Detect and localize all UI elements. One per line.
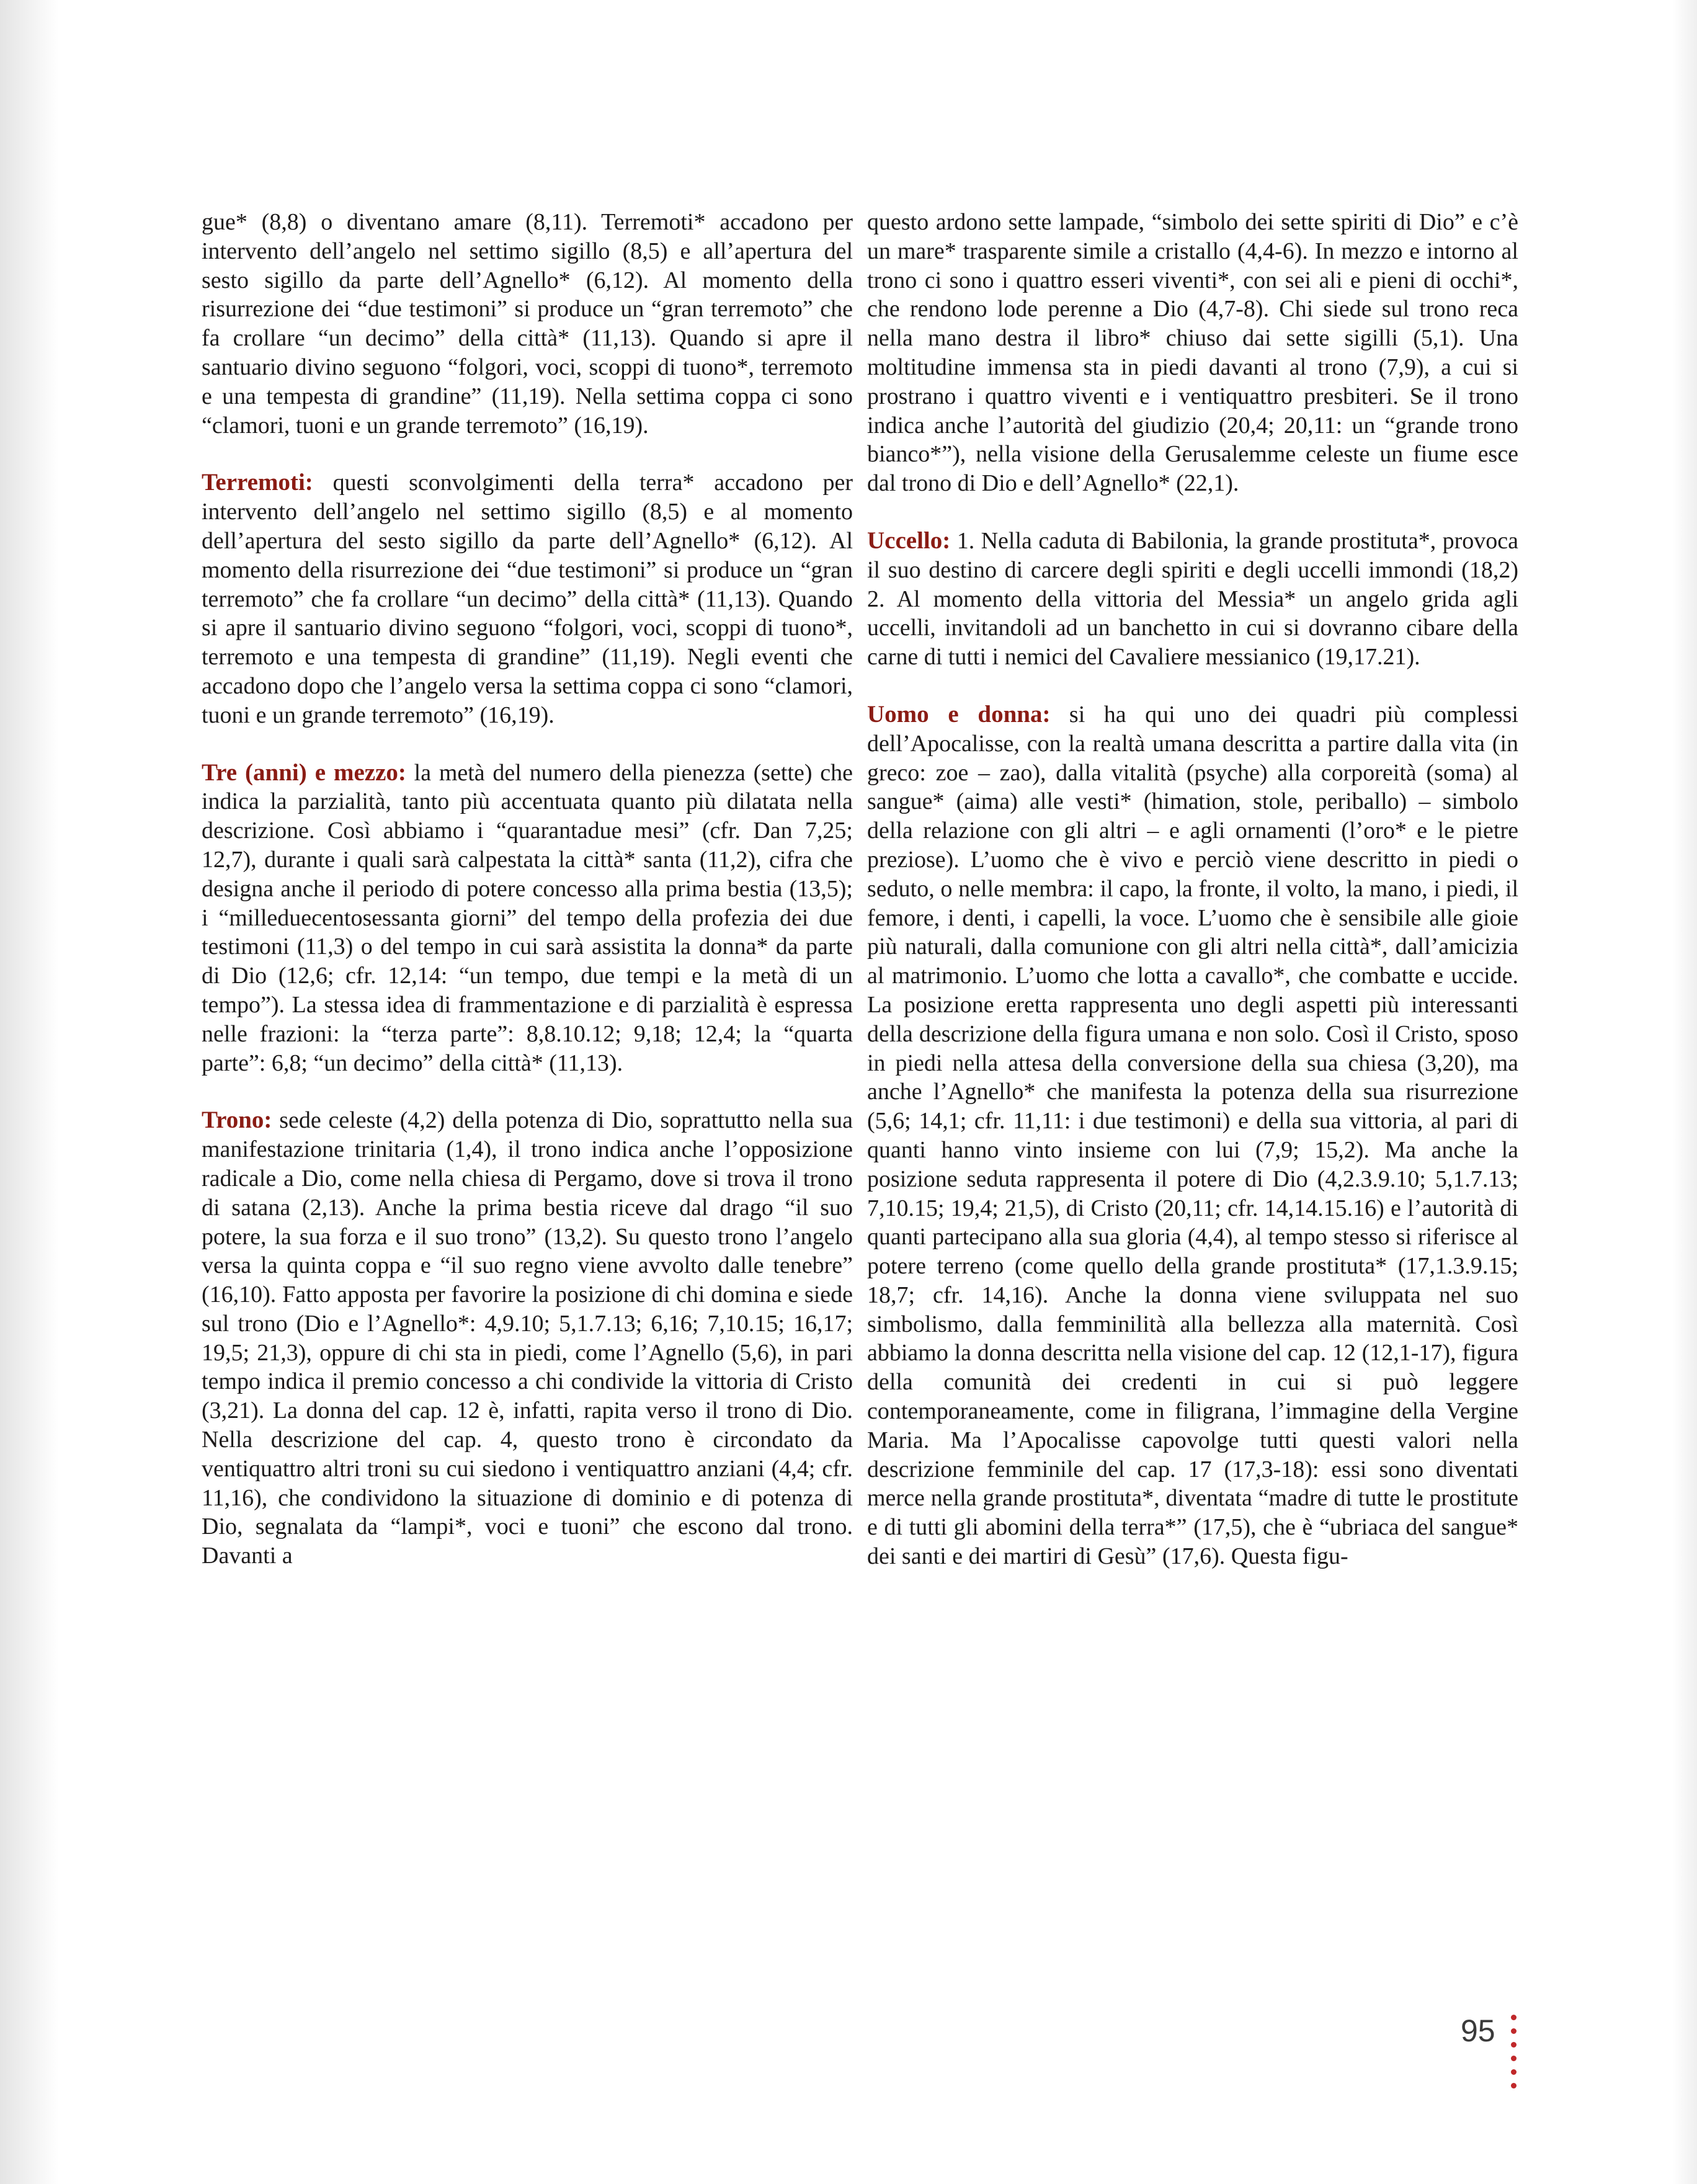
decor-dot	[1511, 2056, 1517, 2061]
entry-text: 1. Nella caduta di Babilonia, la grande prostituta*, provoca il suo destino di carcere degli spiriti e degli uccelli immondi (18,2) 2. Al momento della vittoria del Messia* un angelo grida agli uccelli, invitandoli ad un banchetto in cui si dovranno cibare della carne di tutti i nemici del Cavaliere messianico (19,17.21).	[867, 527, 1518, 671]
entry-term: Tre (anni) e mezzo:	[202, 759, 406, 786]
entry-term: Terremoti:	[202, 469, 313, 496]
entry-trono	[202, 1106, 853, 1571]
decor-dot	[1511, 2028, 1517, 2034]
decor-dot	[1511, 2083, 1517, 2088]
left-column	[202, 208, 853, 1599]
right-intro-paragraph: questo ardono sette lampade, “simbolo dei sette spiriti di Dio” e c’è un mare* trasparente simile a cristallo (4,4-6). In mezzo e intorno al trono ci sono i quattro esseri viventi*, con sei ali e pieni di occhi*, che rendono lode perenne a Dio (4,7-8). Chi siede sul trono reca nella mano destra il libro* chiuso dai sette sigilli (5,1). Una moltitudine immensa sta in piedi davanti al trono (7,9), a cui si prostrano i quattro viventi e i ventiquattro presbiteri. Se il trono indica anche l’autorità del giudizio (20,4; 20,11: un “grande trono bianco*”), nella visione della Gerusalemme celeste un fiume esce dal trono di Dio e dell’Agnello* (22,1).	[867, 209, 1518, 497]
page-edge	[1672, 0, 1697, 2184]
entry-uccello	[867, 527, 1518, 672]
entry-text: questi sconvolgimenti della terra* accadono per intervento dell’angelo nel settimo sigillo (8,5) e al momento dell’apertura del sesto sigillo da parte dell’Agnello* (6,12). Al momento della risurrezione dei “due testimoni” si produce un “gran terremoto” che fa crollare “un decimo” della città* (11,13). Quando si apre il santuario divino seguono “folgori, voci, scoppi di tuono*, terremoto e una tempesta di grandine” (11,19). Negli eventi che accadono dopo che l’angelo versa la settima coppa ci sono “clamori, tuoni e un grande terremoto” (16,19).	[202, 470, 853, 728]
entry-text: si ha qui uno dei quadri più complessi dell’Apocalisse, con la realtà umana descritta a partire dalla vita (in greco: zoe – zao), dalla vitalità (psyche) alla corporeità (soma) al sangue* (aima) alle vesti* (himation, stole, periballo) – simbolo della relazione con gli altri – e agli ornamenti (l’oro* e le pietre preziose). L’uomo che è vivo e perciò viene descritto in piedi o seduto, o nelle membra: il capo, la fronte, il volto, la mano, i piedi, il femore, i denti, i capelli, la voce. L’uomo che è sensibile alle gioie più naturali, dalla comunione con gli altri nella città*, dall’amicizia al matrimonio. L’uomo che lotta a cavallo*, che combatte e uccide. La posizione eretta rappresenta uno degli aspetti più interessanti della descrizione della figura umana e non solo. Così il Cristo, sposo in piedi nella attesa della conversione della sua chiesa (3,20), ma anche l’Agnello* che manifesta la potenza della sua risurrezione (5,6; 14,1; cfr. 11,11: i due testimoni) e della sua vittoria, al pari di quanti hanno vinto insieme con lui (7,9; 15,2). Ma anche la posizione seduta rappresenta il potere di Dio (4,2.3.9.10; 5,1.7.13; 7,10.15; 19,4; 21,5), di Cristo (20,11; cfr. 14,14.15.16) e l’autorità di quanti partecipano alla sua gloria (4,4), al tempo stesso si riferisce al potere terreno (come quello della grande prostituta* (17,1.3.9.15; 18,7; cfr. 14,16). Anche la donna viene sviluppata nel suo simbolismo, dalla femminilità alla bellezza alla maternità. Così abbiamo la donna descritta nella visione del cap. 12 (12,1-17), figura della comunità dei credenti in cui si può leggere contemporaneamente, come in filigrana, l’immagine della Vergine Maria. Ma l’Apocalisse capovolge tutti questi valori nella descrizione femminile del cap. 17 (17,3-18): essi sono diventati merce nella grande prostituta*, diventata “madre di tutte le prostitute e di tutti gli abomini della terra*” (17,5), che è “ubriaca del sangue* dei santi e dei martiri di Gesù” (17,6). Questa figu-	[867, 701, 1518, 1570]
entry-term: Uomo e donna:	[867, 700, 1051, 728]
left-intro-paragraph: gue* (8,8) o diventano amare (8,11). Terremoti* accadono per intervento dell’angelo nel settimo sigillo (8,5) e all’apertura del sesto sigillo da parte dell’Agnello* (6,12). Al momento della risurrezione dei “due testimoni” si produce un “gran terremoto” che fa crollare “un decimo” della città* (11,13). Quando si apre il santuario divino seguono “folgori, voci, scoppi di tuono*, terremoto e una tempesta di grandine” (11,19). Nella settima coppa ci sono “clamori, tuoni e un grande terremoto” (16,19).	[202, 209, 853, 439]
page-number-dots	[1511, 2015, 1518, 2097]
decor-dot	[1511, 2015, 1517, 2020]
entry-tre-anni-e-mezzo	[202, 759, 853, 1078]
page-number: 95	[1461, 2013, 1495, 2048]
entry-text: la metà del numero della pienezza (sette) che indica la parzialità, tanto più accentuata quanto più dilatata nella descrizione. Così abbiamo i “quarantadue mesi” (cfr. Dan 7,25; 12,7), durante i quali sarà calpestata la città* santa (11,2), cifra che designa anche il periodo di potere concesso alla prima bestia (13,5); i “milleduecentosessanta giorni” del tempo della profezia dei due testimoni (11,3) o del tempo in cui sarà assistita la donna* da parte di Dio (12,6; cfr. 12,14: “un tempo, due tempi e la metà di un tempo”). La stessa idea di frammentazione e di parzialità è espressa nelle frazioni: la “terza parte”: 8,8.10.12; 9,18; 12,4; la “quarta parte”: 6,8; “un decimo” della città* (11,13).	[202, 759, 853, 1076]
entry-terremoti	[202, 468, 853, 729]
right-column	[867, 208, 1518, 1600]
decor-dot	[1511, 2042, 1517, 2048]
entry-text: sede celeste (4,2) della potenza di Dio, soprattutto nella sua manifestazione trinitaria (1,4), il trono indica anche l’opposizione radicale a Dio, come nella chiesa di Pergamo, dove si trova il trono di satana (2,13). Anche la prima bestia riceve dal drago “il suo potere, la sua forza e il suo trono” (13,2). Su questo trono l’angelo versa la quinta coppa e “il suo regno viene avvolto dalle tenebre” (16,10). Fatto apposta per favorire la posizione di chi domina e siede sul trono (Dio e l’Agnello*: 4,9.10; 5,1.7.13; 6,16; 7,10.15; 16,17; 19,5; 21,3), oppure di chi sta in piedi, come l’Agnello (5,6), in pari tempo indica il premio concesso a chi condivide la vittoria di Cristo (3,21). La donna del cap. 12 è, infatti, rapita verso il trono di Dio. Nella descrizione del cap. 4, questo trono è circondato da ventiquattro altri troni su cui siedono i ventiquattro anziani (4,4; cfr. 11,16), che condividono la situazione di dominio e di potenza di Dio, segnalata da “lampi*, voci e tuoni” che escono dal trono. Davanti a	[202, 1107, 853, 1569]
entry-term: Uccello:	[867, 527, 951, 554]
page-gutter-shadow	[0, 0, 59, 2184]
entry-uomo-e-donna	[867, 700, 1518, 1571]
entry-term: Trono:	[202, 1107, 272, 1134]
decor-dot	[1511, 2069, 1517, 2075]
